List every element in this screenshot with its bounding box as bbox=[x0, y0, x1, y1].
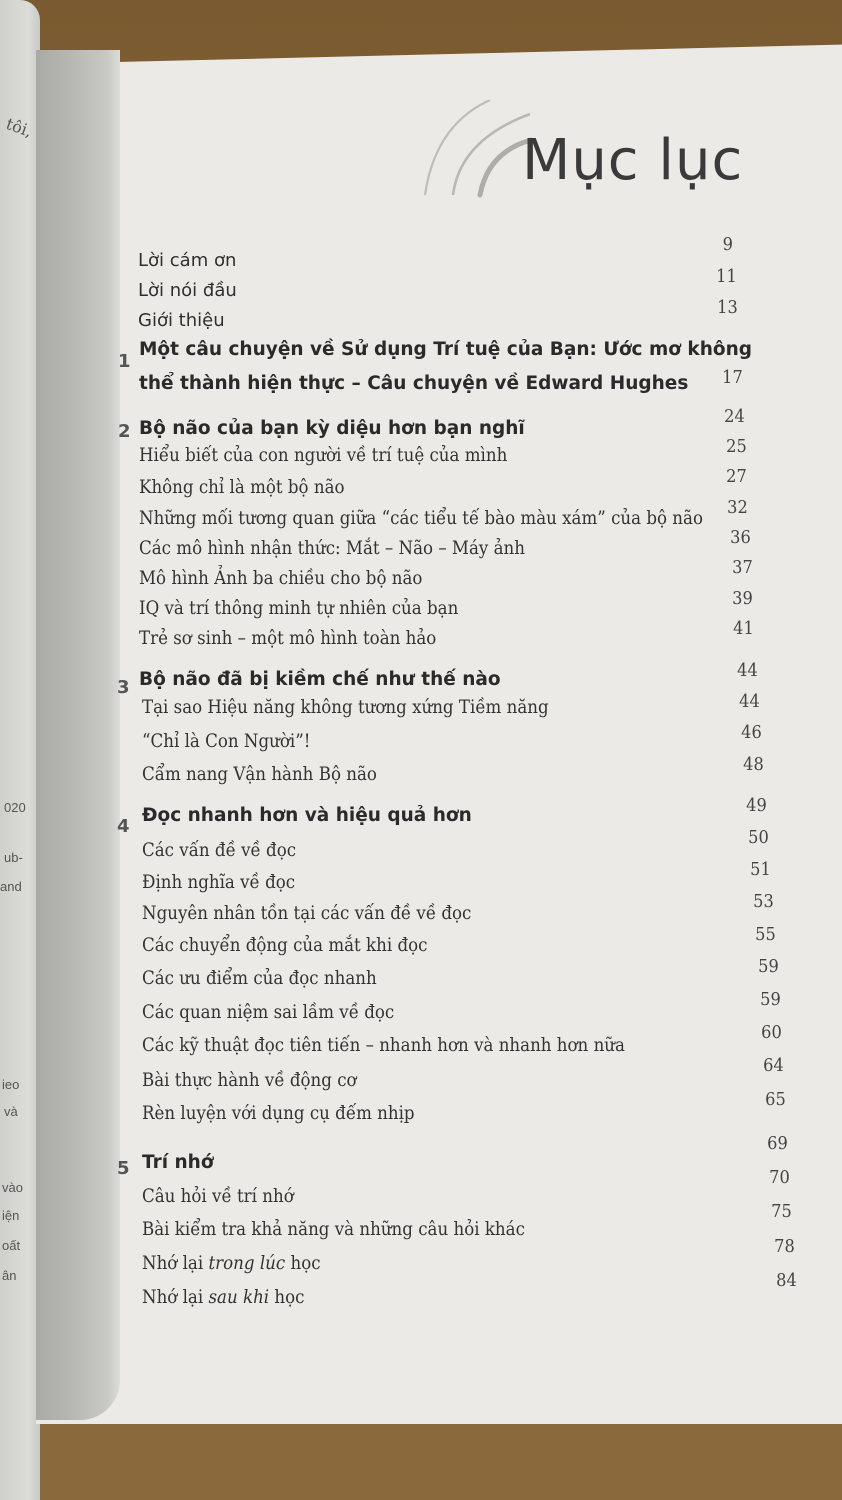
chapter-number: 2 bbox=[118, 421, 131, 442]
toc-page-number: 44 bbox=[739, 691, 760, 712]
toc-section-label: Hiểu biết của con người về trí tuệ của mình bbox=[139, 445, 508, 466]
left-page-fragment: oất bbox=[2, 1238, 21, 1253]
chapter-title: Bộ não đã bị kiềm chế như thế nào bbox=[139, 669, 501, 690]
toc-page-number: 48 bbox=[743, 754, 764, 775]
toc-section-label: Các ưu điểm của đọc nhanh bbox=[142, 968, 377, 989]
toc-page-number: 59 bbox=[760, 989, 781, 1010]
left-page-fragment: tôi, bbox=[3, 114, 35, 141]
toc-page-number: 36 bbox=[730, 527, 751, 548]
toc-page-number: 24 bbox=[724, 406, 745, 427]
toc-section-label bbox=[142, 1287, 304, 1308]
toc-page-number: 49 bbox=[746, 795, 767, 816]
toc-page-number: 70 bbox=[769, 1167, 790, 1188]
chapter-number: 4 bbox=[117, 816, 130, 837]
page-title: Mục lục bbox=[522, 128, 744, 193]
left-page-fragment: và bbox=[4, 1104, 18, 1119]
label-prefix: Nhớ lại bbox=[142, 1253, 209, 1274]
toc-page-number: 75 bbox=[771, 1201, 792, 1222]
label-suffix: học bbox=[269, 1287, 305, 1308]
toc-page-number: 41 bbox=[733, 618, 754, 639]
toc-section-label: Các kỹ thuật đọc tiên tiến – nhanh hơn và nhanh hơn nữa bbox=[142, 1035, 625, 1056]
chapter-title: Đọc nhanh hơn và hiệu quả hơn bbox=[142, 805, 472, 826]
toc-section-label: Trẻ sơ sinh – một mô hình toàn hảo bbox=[139, 628, 437, 649]
toc-page-number: 69 bbox=[767, 1133, 788, 1154]
toc-page-number: 65 bbox=[765, 1089, 786, 1110]
chapter-title: Bộ não của bạn kỳ diệu hơn bạn nghĩ bbox=[139, 418, 525, 439]
chapter-title: Trí nhớ bbox=[142, 1152, 214, 1173]
toc-page-number: 51 bbox=[750, 859, 771, 880]
toc-page-number: 32 bbox=[727, 497, 748, 518]
toc-page-number: 37 bbox=[732, 557, 753, 578]
toc-page-number: 25 bbox=[726, 436, 747, 457]
toc-section-label: Tại sao Hiệu năng không tương xứng Tiềm năng bbox=[142, 697, 549, 718]
toc-section-label: “Chỉ là Con Người”! bbox=[142, 731, 311, 752]
left-page-fragment: iện bbox=[2, 1208, 20, 1223]
toc-section-label: Nguyên nhân tồn tại các vấn đề về đọc bbox=[142, 903, 472, 924]
toc-section-label: IQ và trí thông minh tự nhiên của bạn bbox=[139, 598, 459, 619]
toc-entry-label: Lời cám ơn bbox=[138, 250, 237, 271]
toc-entry-label: Giới thiệu bbox=[138, 310, 225, 331]
toc-page-number: 55 bbox=[755, 924, 776, 945]
chapter-number: 5 bbox=[117, 1158, 130, 1179]
toc-page-number: 27 bbox=[726, 466, 747, 487]
toc-page-number: 46 bbox=[741, 722, 762, 743]
toc-section-label: Không chỉ là một bộ não bbox=[139, 477, 345, 498]
toc-page-number: 84 bbox=[776, 1270, 797, 1291]
label-emphasis: trong lúc bbox=[208, 1253, 286, 1274]
toc-section-label: Mô hình Ảnh ba chiều cho bộ não bbox=[139, 568, 423, 589]
toc-section-label: Những mối tương quan giữa “các tiểu tế bào màu xám” của bộ não bbox=[139, 508, 703, 529]
toc-page-number: 64 bbox=[763, 1055, 784, 1076]
toc-section-label: Các quan niệm sai lầm về đọc bbox=[142, 1002, 395, 1023]
chapter-title-line2: thể thành hiện thực – Câu chuyện về Edward Hughes bbox=[139, 373, 689, 394]
toc-page-number: 9 bbox=[722, 234, 733, 255]
toc-entry-label: Lời nói đầu bbox=[138, 280, 237, 301]
toc-section-label bbox=[142, 1253, 321, 1274]
chapter-number: 3 bbox=[117, 677, 130, 698]
left-page-fragment: 020 bbox=[4, 800, 26, 815]
chapter-title-line1: Một câu chuyện về Sử dụng Trí tuệ của Bạn: Ước mơ không bbox=[139, 339, 752, 360]
toc-section-label: Rèn luyện với dụng cụ đếm nhịp bbox=[142, 1103, 415, 1124]
toc-page-number: 78 bbox=[774, 1236, 795, 1257]
left-page-fragment: and bbox=[0, 879, 22, 894]
toc-page-number: 13 bbox=[717, 297, 738, 318]
toc-page-number: 11 bbox=[716, 266, 737, 287]
left-page-fragment: ân bbox=[2, 1268, 17, 1283]
toc-page-number: 53 bbox=[753, 891, 774, 912]
toc-section-label: Bài thực hành về động cơ bbox=[142, 1070, 357, 1091]
left-page-fragment: ieo bbox=[2, 1077, 20, 1092]
toc-section-label: Các chuyển động của mắt khi đọc bbox=[142, 935, 428, 956]
toc-page-number: 44 bbox=[737, 660, 758, 681]
label-suffix: học bbox=[285, 1253, 321, 1274]
toc-section-label: Các vấn đề về đọc bbox=[142, 840, 297, 861]
toc-section-label: Cẩm nang Vận hành Bộ não bbox=[142, 764, 377, 785]
toc-page-number: 50 bbox=[748, 827, 769, 848]
label-prefix: Nhớ lại bbox=[142, 1287, 209, 1308]
toc-section-label: Các mô hình nhận thức: Mắt – Não – Máy ảnh bbox=[139, 538, 525, 559]
toc-section-label: Câu hỏi về trí nhớ bbox=[142, 1186, 294, 1207]
toc-page-number: 17 bbox=[722, 367, 743, 388]
left-page-fragment: vào bbox=[2, 1180, 23, 1195]
toc-page-number: 59 bbox=[758, 956, 779, 977]
toc-section-label: Bài kiểm tra khả năng và những câu hỏi khác bbox=[142, 1219, 525, 1240]
label-emphasis: sau khi bbox=[208, 1287, 270, 1308]
left-page-fragment: ub- bbox=[4, 850, 23, 865]
toc-section-label: Định nghĩa về đọc bbox=[142, 872, 296, 893]
toc-page-number: 39 bbox=[732, 588, 753, 609]
chapter-number: 1 bbox=[118, 351, 131, 372]
toc-page-number: 60 bbox=[761, 1022, 782, 1043]
